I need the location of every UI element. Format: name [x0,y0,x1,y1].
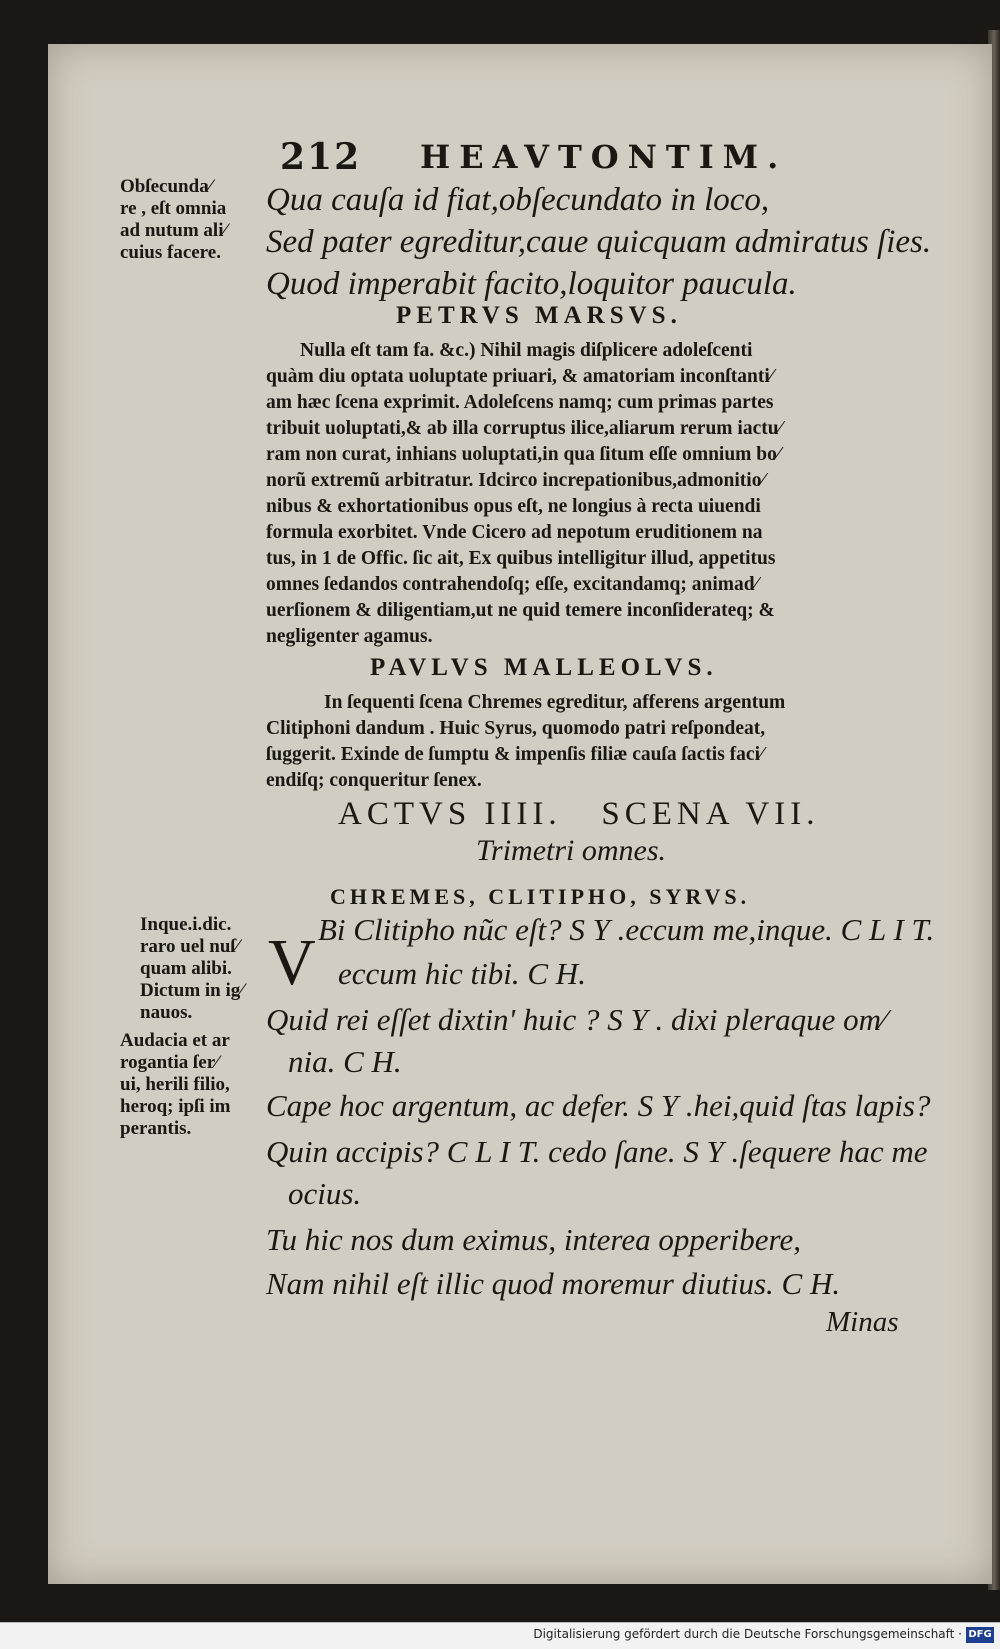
commentary-line: uerſionem & diligentiam,ut ne quid temere inconſiderateq; & [266,600,775,621]
meter-note: Trimetri omnes. [476,834,667,867]
commentary-line: Nulla eſt tam fa. &c.) Nihil magis diſplicere adoleſcenti [300,340,753,361]
commentary-line: endiſq; conqueritur ſenex. [266,770,482,791]
margin-line: re , eſt omnia [120,198,227,219]
commentary-line: negligenter agamus. [266,626,433,647]
running-title: HEAVTONTIM. [420,138,788,176]
verse-line: Qua cauſa id fiat,obſecundato in loco, [266,182,770,218]
commentary-line: nibus & exhortationibus opus eſt, ne longius à recta uiuendi [266,496,761,517]
commentary-line: am hæc ſcena exprimit. Adoleſcens namq; cum primas partes [266,392,774,413]
verse-line: Sed pater egreditur,caue quicquam admiratus ſies. [266,224,932,260]
verse-line: Tu hic nos dum eximus, interea opperibere, [266,1222,801,1257]
verse-line: Nam nihil eſt illic quod moremur diutius. C H. [266,1266,841,1301]
verse-line: eccum hic tibi. C H. [338,956,586,991]
margin-note-bottom [140,914,243,1024]
verse-line: ocius. [288,1176,362,1211]
verse-line: Cape hoc argentum, ac defer. S Y .hei,quid ſtas lapis? [266,1088,931,1123]
margin-note-bottom-2 [120,1030,231,1140]
margin-line: quam alibi. [140,958,232,979]
verse-line: Quid rei eſſet dixtin' huic ? S Y . dixi pleraque om⁄ [266,1002,887,1037]
margin-line: Audacia et ar [120,1030,230,1051]
margin-note-top [120,176,227,264]
commentary-line: ram non curat, inhians uoluptati,in qua ſitum eſſe omnium bo⁄ [266,444,781,465]
margin-line: cuius facere. [120,242,221,263]
margin-line: nauos. [140,1002,193,1023]
commentary-line: In ſequenti ſcena Chremes egreditur, afferens argentum [324,692,786,713]
commentator-heading: PETRVS MARSVS. [396,302,682,329]
margin-line: heroq; ipſi im [120,1096,231,1117]
page-number: 212 [280,136,362,178]
commentary-line: tus, in 1 de Offic. ſic ait, Ex quibus intelligitur illud, appetitus [266,548,776,569]
drop-cap: V [268,926,316,999]
margin-line: Dictum in ig⁄ [140,980,244,1001]
margin-line: Obſecunda⁄ [120,176,212,197]
catchword: Minas [826,1306,899,1338]
speaker-list: CHREMES, CLITIPHO, SYRVS. [330,884,751,909]
commentary-line: quàm diu optata uoluptate priuari, & amatoriam inconſtanti⁄ [266,366,774,387]
margin-line: ui, herili filio, [120,1074,230,1095]
commentary-line: tribuit uoluptati,& ab illa corruptus ilice,aliarum rerum iactu⁄ [266,418,782,439]
margin-line: rogantia ſer⁄ [120,1052,219,1073]
commentary-line: omnes ſedandos contrahendoſq; eſſe, excitandamq; animad⁄ [266,574,758,595]
margin-line: Inque.i.dic. [140,914,232,935]
commentary-line: formula exorbitet. Vnde Cicero ad nepotum eruditionem na [266,522,763,543]
verse-line: Bi Clitipho nũc eſt? S Y .eccum me,inque. C L I T. [318,912,935,947]
margin-line: perantis. [120,1118,192,1139]
commentary-line: norũ extremũ arbitratur. Idcirco increpationibus,admonitio⁄ [266,470,765,491]
credit-bar [0,1622,1000,1649]
commentator-heading: PAVLVS MALLEOLVS. [370,654,718,681]
dfg-logo: DFG [966,1627,994,1643]
margin-line: raro uel nuſ⁄ [140,936,239,957]
commentary-line: ſuggerit. Exinde de ſumptu & impenſis filiæ cauſa ſactis faci⁄ [266,744,764,765]
verse-line: nia. C H. [288,1044,402,1079]
act-scene-heading: ACTVS IIII. SCENA VII. [338,796,820,832]
verse-line: Quin accipis? C L I T. cedo ſane. S Y .ſequere hac me [266,1134,928,1169]
book-page [48,44,992,1584]
commentary-line: Clitiphoni dandum . Huic Syrus, quomodo patri reſpondeat, [266,718,766,739]
credit-text: Digitalisierung gefördert durch die Deutsche Forschungsgemeinschaft · [533,1627,962,1641]
margin-line: ad nutum ali⁄ [120,220,227,241]
verse-line: Quod imperabit facito,loquitor paucula. [266,266,797,302]
